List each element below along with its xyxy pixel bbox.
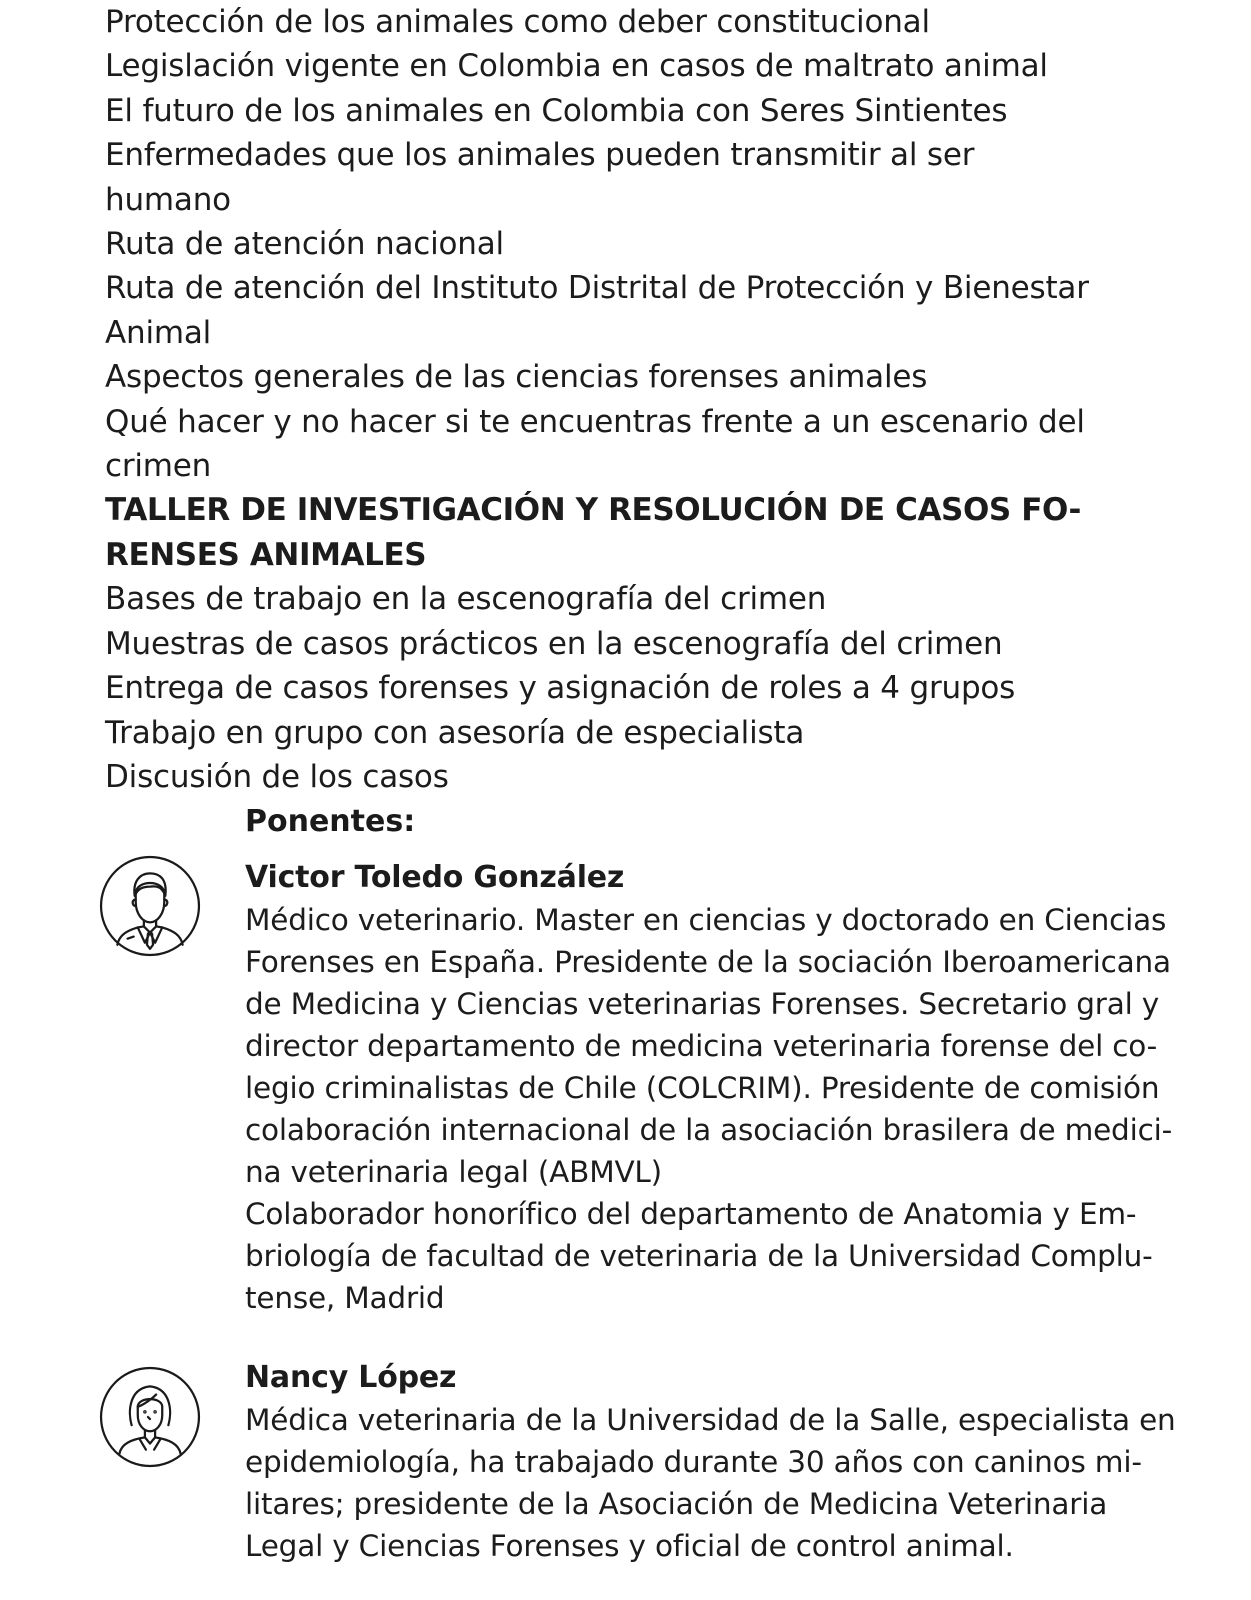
topic-item: Trabajo en grupo con asesoría de especialista [105,714,805,751]
topic-item: Enfermedades que los animales pueden transmitir al ser humano [105,137,975,218]
topic-item: Protección de los animales como deber constitucional [105,4,930,40]
speaker-bio [245,899,1185,1319]
speaker-bio-line: Forenses en España. Presidente de la sociación Iberoamericana [245,945,1171,979]
speaker-bio-line: litares; presidente de la Asociación de Medicina Veterinaria [245,1487,1108,1521]
speaker-bio [245,1399,1185,1567]
topic-item: crimen [105,448,212,485]
speaker-bio-line: tense, Madrid [245,1281,445,1315]
section-heading: RENSES ANIMALES [105,536,427,573]
speaker-bio-line: Colaborador honorífico del departamento de Anatomia y Em- [245,1197,1137,1231]
topic-item: Aspectos generales de las ciencias forenses animales [105,359,928,396]
topic-item: Animal [105,314,212,351]
speakers-heading: Ponentes: [245,804,416,839]
speaker-bio-line: Médico veterinario. Master en ciencias y doctorado en Ciencias [245,903,1167,937]
topic-item: Muestras de casos prácticos en la escenografía del crimen [105,625,1003,662]
speaker-card [245,1357,1185,1567]
man-avatar-icon [99,855,201,957]
topic-item: El futuro de los animales en Colombia con Seres Sintientes [105,92,1008,129]
speaker-bio-line: legio criminalistas de Chile (COLCRIM). Presidente de comisión [245,1071,1160,1105]
speaker-bio-line: epidemiología, ha trabajado durante 30 años con caninos mi- [245,1445,1142,1479]
speaker-name: Victor Toledo González [245,860,625,895]
section-heading: TALLER DE INVESTIGACIÓN Y RESOLUCIÓN DE CASOS FO- [105,492,1082,529]
speaker-bio-line: briología de facultad de veterinaria de la Universidad Complu- [245,1239,1153,1273]
speaker-bio-line: Legal y Ciencias Forenses y oficial de control animal. [245,1529,1014,1563]
speaker-bio-line: de Medicina y Ciencias veterinarias Forenses. Secretario gral y [245,987,1160,1021]
topic-item: Legislación vigente en Colombia en casos de maltrato animal [105,48,1048,85]
topic-item: Ruta de atención nacional [105,226,504,263]
speaker-bio-line: director departamento de medicina veterinaria forense del co- [245,1029,1158,1063]
topic-item: Entrega de casos forenses y asignación de roles a 4 grupos [105,670,1016,707]
speaker-bio-line: Médica veterinaria de la Universidad de la Salle, especialista en [245,1403,1176,1437]
topic-item: Bases de trabajo en la escenografía del crimen [105,581,827,618]
speaker-bio-line: na veterinaria legal (ABMVL) [245,1155,662,1189]
speaker-name: Nancy López [245,1360,457,1395]
topic-item: Ruta de atención del Instituto Distrital de Protección y Bienestar [105,270,1089,307]
woman-avatar-icon [99,1366,201,1468]
topic-item: Qué hacer y no hacer si te encuentras frente a un escenario del [105,403,1085,440]
speaker-card [245,857,1185,1319]
topics-list [105,0,1105,799]
topic-item: Discusión de los casos [105,758,449,795]
speaker-bio-line: colaboración internacional de la asociación brasilera de medici- [245,1113,1173,1147]
